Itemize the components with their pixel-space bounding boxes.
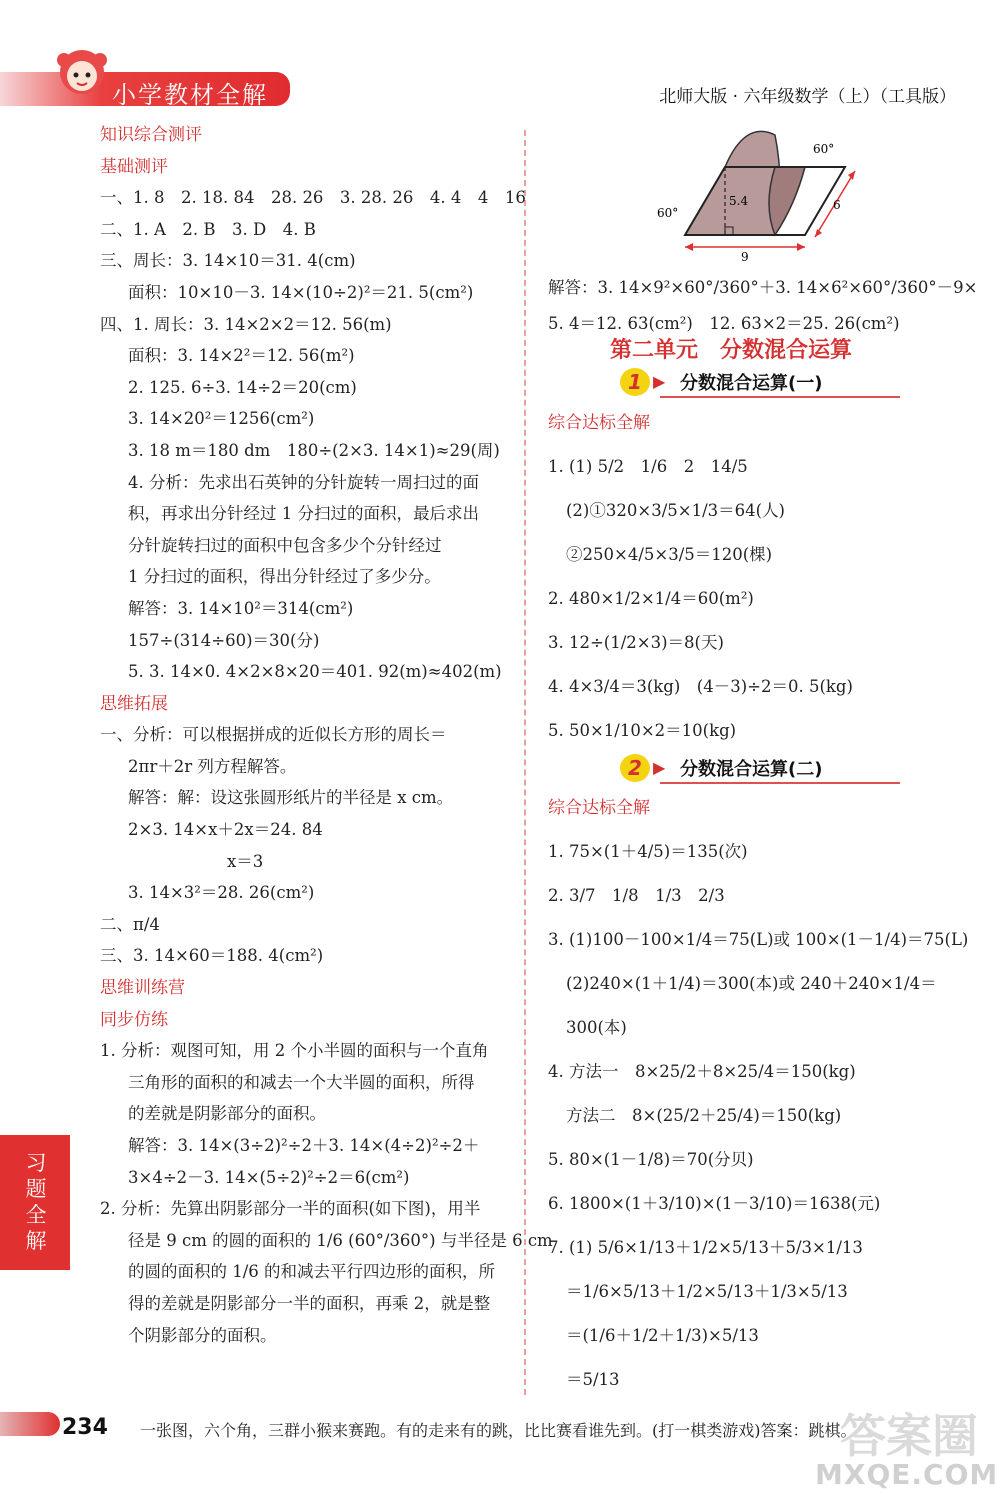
answer-line: 径是 9 cm 的圆的面积的 1/6 (60°/360°) 与半径是 6 cm xyxy=(128,1230,553,1250)
answer-line: 5. 3. 14×0. 4×2×8×20＝401. 92(m)≈402(m) xyxy=(128,662,502,682)
answer-line: 一、1. 8 2. 18. 84 28. 26 3. 28. 26 4. 4 4 16 xyxy=(100,188,526,208)
answer-line: 解答：3. 14×10²＝314(cm²) xyxy=(128,598,354,618)
answer-line: 的差就是阴影部分的面积。 xyxy=(128,1104,326,1124)
answer-line: ②250×4/5×3/5＝120(棵) xyxy=(566,545,773,564)
answer-line: 5. 4＝12. 63(cm²) 12. 63×2＝25. 26(cm²) xyxy=(548,314,900,333)
arrow-icon: ▶ xyxy=(653,372,666,391)
answer-line: 300(本) xyxy=(566,1018,627,1037)
answer-line: 2. 3/7 1/8 1/3 2/3 xyxy=(548,886,725,905)
answer-line: 分针旋转扫过的面积中包含多少个分针经过 xyxy=(128,535,442,555)
answer-line: 得的差就是阴影部分一半的面积，再乘 2，就是整 xyxy=(128,1293,491,1313)
lesson-title: 分数混合运算(二) xyxy=(680,759,823,780)
answer-line: 3×4÷2－3. 14×(5÷2)²÷2＝6(cm²) xyxy=(128,1167,410,1187)
section-heading: 综合达标全解 xyxy=(548,413,650,433)
answer-line: 3. 18 m＝180 dm 180÷(2×3. 14×1)≈29(周) xyxy=(128,440,500,460)
answer-line: 3. 14×3²＝28. 26(cm²) xyxy=(128,883,315,903)
answer-line: ＝5/13 xyxy=(566,1370,620,1389)
answer-line: 四、1. 周长：3. 14×2×2＝12. 56(m) xyxy=(100,314,392,334)
side-label: 6 xyxy=(833,198,841,212)
answer-line: 5. 50×1/10×2＝10(kg) xyxy=(548,721,737,740)
edition-label: 北师大版 · 六年级数学（上）（工具版） xyxy=(659,87,956,107)
watermark-logo: 答案圈 xyxy=(840,1409,978,1463)
answer-line: ＝1/6×5/13＋1/2×5/13＋1/3×5/13 xyxy=(566,1282,848,1301)
answer-line: 3. 12÷(1/2×3)＝8(天) xyxy=(548,633,724,652)
answer-line: 2πr＋2r 列方程解答。 xyxy=(128,756,297,776)
answer-line: 2. 分析：先算出阴影部分一半的面积(如下图)，用半 xyxy=(100,1199,481,1219)
answer-line: 3. 14×20²＝1256(cm²) xyxy=(128,409,315,429)
answer-line: 6. 1800×(1＋3/10)×(1－3/10)＝1638(元) xyxy=(548,1194,881,1213)
lesson-number-badge: 1 xyxy=(620,368,650,396)
lesson-2-answers xyxy=(548,786,968,1402)
lesson-2-heading xyxy=(620,754,920,786)
answer-line: 1. (1) 5/2 1/6 2 14/5 xyxy=(548,457,748,476)
answer-line: 7. (1) 5/6×1/13＋1/2×5/13＋5/3×1/13 xyxy=(548,1238,863,1257)
left-column xyxy=(100,120,553,1352)
side-tab-label: 习题全解 xyxy=(25,1151,47,1253)
section-heading: 综合达标全解 xyxy=(548,798,650,818)
section-heading: 同步仿练 xyxy=(100,1009,168,1030)
height-label: 5.4 xyxy=(729,194,749,208)
section-heading: 知识综合测评 xyxy=(100,125,202,145)
answer-line: 2×3. 14×x＋2x＝24. 84 xyxy=(128,820,323,840)
lesson-1-heading xyxy=(620,368,920,400)
answer-line: 一、分析：可以根据拼成的近似长方形的周长＝ xyxy=(100,725,447,745)
column-divider xyxy=(524,130,526,1395)
answer-line: 1 分扫过的面积，得出分针经过了多少分。 xyxy=(128,567,441,587)
answer-line: (2)240×(1＋1/4)＝300(本)或 240＋240×1/4＝ xyxy=(566,974,937,993)
answer-line: 157÷(314÷60)＝30(分) xyxy=(128,630,320,650)
mascot-icon xyxy=(50,42,114,106)
angle-left-label: 60° xyxy=(657,206,679,220)
base-label: 9 xyxy=(741,250,749,264)
parallelogram-figure xyxy=(645,125,875,265)
figure-answer xyxy=(548,270,978,342)
watermark-url: MXQE.COM xyxy=(815,1458,999,1491)
answer-line: 5. 80×(1－1/8)＝70(分贝) xyxy=(548,1150,754,1169)
answer-line: 解答：解：设这张圆形纸片的半径是 x cm。 xyxy=(128,788,454,808)
underline xyxy=(660,782,900,784)
book-title: 小学教材全解 xyxy=(112,81,268,109)
angle-top-label: 60° xyxy=(813,142,835,156)
section-heading: 思维拓展 xyxy=(100,693,168,714)
answer-line: 4. 方法一 8×25/2＋8×25/4＝150(kg) xyxy=(548,1062,856,1081)
answer-line: 3. (1)100－100×1/4＝75(L)或 100×(1－1/4)＝75(L) xyxy=(548,930,969,949)
answer-line: 4. 4×3/4＝3(kg) (4－3)÷2＝0. 5(kg) xyxy=(548,677,853,696)
answer-line: 面积：3. 14×2²＝12. 56(m²) xyxy=(128,346,355,366)
side-tab xyxy=(0,1135,70,1270)
answer-line: 的圆的面积的 1/6 的和减去平行四边形的面积，所 xyxy=(128,1262,496,1282)
arrow-icon: ▶ xyxy=(653,758,666,777)
answer-line: 二、1. A 2. B 3. D 4. B xyxy=(100,219,316,239)
answer-line: 1. 分析：观图可知，用 2 个小半圆的面积与一个直角 xyxy=(100,1041,489,1061)
footer-riddle: 一张图，六个角，三群小猴来赛跑。有的走来有的跳，比比赛看谁先到。(打一棋类游戏)答案：跳棋。 xyxy=(140,1421,857,1440)
lesson-title: 分数混合运算(一) xyxy=(680,373,823,394)
unit-heading: 第二单元 分数混合运算 xyxy=(610,338,853,363)
footer-band xyxy=(0,1412,60,1436)
answer-line: 三角形的面积的和减去一个大半圆的面积，所得 xyxy=(128,1072,475,1092)
answer-line: 解答：3. 14×(3÷2)²÷2＋3. 14×(4÷2)²÷2＋ xyxy=(128,1136,480,1155)
answer-line: 2. 480×1/2×1/4＝60(m²) xyxy=(548,589,754,608)
answer-line: 方法二 8×(25/2＋25/4)＝150(kg) xyxy=(566,1106,842,1125)
answer-line: 二、π/4 xyxy=(100,914,160,934)
page-number: 234 xyxy=(62,1415,108,1440)
answer-line: 解答：3. 14×9²×60°/360°＋3. 14×6²×60°/360°－9× xyxy=(548,278,978,297)
lesson-1-answers xyxy=(548,400,968,752)
answer-line: 1. 75×(1＋4/5)＝135(次) xyxy=(548,842,748,861)
answer-line: 积，再求出分针经过 1 分扫过的面积，最后求出 xyxy=(128,504,479,524)
answer-line: 三、3. 14×60＝188. 4(cm²) xyxy=(100,946,324,966)
answer-line: 面积：10×10－3. 14×(10÷2)²＝21. 5(cm²) xyxy=(128,282,474,302)
answer-line: 4. 分析：先求出石英钟的分针旋转一周扫过的面 xyxy=(128,472,479,492)
lesson-number-badge: 2 xyxy=(620,754,650,782)
underline xyxy=(660,396,900,398)
answer-line: ＝(1/6＋1/2＋1/3)×5/13 xyxy=(566,1326,759,1345)
section-heading: 基础测评 xyxy=(100,156,168,177)
answer-line: x＝3 xyxy=(128,851,264,871)
answer-line: 2. 125. 6÷3. 14÷2＝20(cm) xyxy=(128,377,357,397)
answer-line: (2)①320×3/5×1/3＝64(人) xyxy=(566,501,785,520)
answer-line: 三、周长：3. 14×10＝31. 4(cm) xyxy=(100,251,356,271)
answer-line: 个阴影部分的面积。 xyxy=(128,1325,277,1345)
section-heading: 思维训练营 xyxy=(100,978,185,999)
